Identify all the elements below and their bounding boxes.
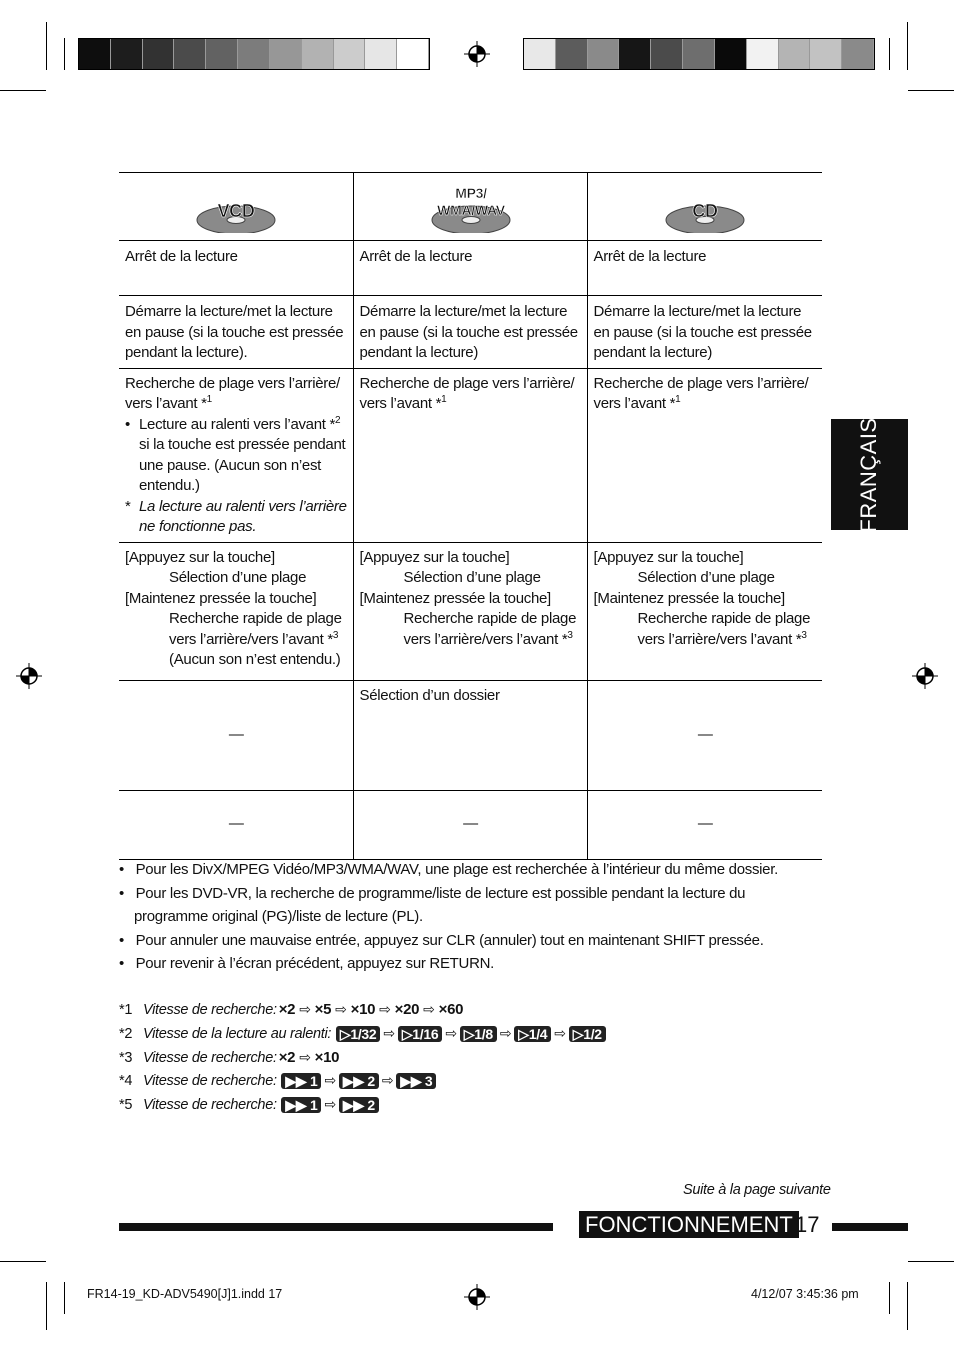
color-swatch [238,39,270,69]
note-item: • Pour annuler une mauvaise entrée, appuyez sur CLR (annuler) tout en maintenant SHIFT pressée. [119,931,764,949]
registration-mark-icon [16,663,42,689]
fast-speed-chip: ▶▶ 1 [281,1073,321,1089]
footnote-4 [119,1072,437,1089]
table-row [119,241,822,296]
bullet-item [125,415,348,497]
cell-text: [Appuyez sur la touche] [125,548,275,566]
cell-text: Démarre la lecture/met la lecture [125,303,333,320]
cell-text: [Appuyez sur la touche] [359,548,510,566]
color-swatch [143,39,175,69]
footnote-1: *1 Vitesse de recherche: ×2 ⇨ ×5 ⇨ ×10 ⇨ ×20 ⇨ ×60 [119,1001,464,1018]
vcd-label: VCD [217,201,255,221]
section-title: FONCTIONNEMENT [579,1211,799,1238]
color-swatch [397,39,429,69]
color-swatch [365,39,397,69]
footnote-mark: *3 [119,1049,133,1066]
arrow-right-icon: ⇨ [383,1025,395,1041]
speed-value: 5 [323,1001,332,1018]
asterisk-icon: * [125,497,131,515]
cell-text: en pause (si la touche est pressée [593,323,812,341]
crop-mark [0,1261,46,1262]
arrow-right-icon: ⇨ [554,1025,566,1041]
table-row [119,368,822,542]
color-swatch [588,39,620,69]
cell-text: Recherche de plage vers l’arrière/ [359,374,575,392]
cell-text: Sélection d’une plage [403,569,541,586]
speed-value: 60 [447,1001,464,1018]
bullet-icon: • [125,415,130,433]
cell-text: Sélection d’une plage [637,569,775,586]
cell-text: pendant la lecture). [125,344,248,361]
color-swatch [270,39,302,69]
speed-value: 2 [287,1049,296,1066]
footnote-mark: *5 [119,1096,133,1113]
cell-text: vers l’arrière/vers l’avant * [637,630,802,648]
arrow-right-icon: ⇨ [324,1072,336,1088]
fast-speed-chip: ▶▶ 2 [339,1073,379,1089]
vcd-header-cell [119,173,353,241]
crop-mark [889,1282,890,1314]
color-swatch [651,39,683,69]
footnote-mark: *4 [119,1072,133,1089]
cell-text: en pause (si la touche est pressée [125,323,344,341]
table-cell [587,241,822,296]
footnote-ref: 3 [332,629,339,641]
table-cell [119,368,353,542]
notes-list [119,858,819,976]
color-swatch [79,39,111,69]
cell-text: Arrêt de la lecture [125,248,238,265]
registration-mark-icon [464,41,490,67]
crop-mark [907,1282,908,1330]
note-item [125,497,348,538]
color-swatch [779,39,811,69]
cell-text: Lecture au ralenti vers l’avant * [139,415,336,433]
function-table [119,172,822,860]
color-swatch [715,39,747,69]
speed-value: 1/8 [474,1025,493,1042]
cell-text: vers l’avant * [125,395,207,412]
slow-speed-chip: ▷1/8 [460,1026,497,1042]
cell-text: Recherche rapide de plage [169,610,342,627]
crop-mark [46,22,47,70]
table-cell [587,296,822,369]
speed-value: 2 [367,1096,375,1113]
fast-speed-chip: ▶▶ 2 [339,1097,379,1113]
footnote-ref: 1 [441,394,447,405]
color-swatch [810,39,842,69]
cell-text: [Maintenez pressée la touche] [593,589,785,607]
slow-speed-chip: ▷1/4 [514,1026,551,1042]
cell-text: pendant la lecture) [593,344,713,361]
color-calibration-bar-right [523,38,875,70]
file-slug: FR14-19_KD-ADV5490[J]1.indd 17 [87,1287,283,1301]
table-cell [353,542,587,680]
arrow-right-icon: ⇨ [299,1001,311,1017]
table-row [119,296,822,369]
table-cell: — [353,790,587,859]
footnote-5 [119,1096,380,1113]
footnote-ref: 1 [675,394,681,405]
crop-mark [46,1282,47,1330]
cell-text: Recherche de plage vers l’arrière/ [593,374,809,392]
footnote-3: *3 Vitesse de recherche: ×2 ⇨ ×10 [119,1049,340,1066]
table-cell [353,368,587,542]
arrow-right-icon: ⇨ [335,1001,347,1017]
color-swatch [524,39,556,69]
footnote-ref: 1 [206,394,212,405]
speed-value: 1/32 [350,1025,377,1042]
cell-text: Recherche rapide de plage [403,610,577,627]
footer-rule [119,1223,553,1231]
arrow-right-icon: ⇨ [445,1025,457,1041]
cell-text: [Appuyez sur la touche] [593,548,744,566]
speed-value: 1 [309,1096,318,1113]
color-swatch [174,39,206,69]
cd-header-cell [587,173,822,241]
table-cell: — [587,680,822,790]
cell-text: Sélection d’une plage [169,569,307,586]
cell-text: Arrêt de la lecture [359,248,473,265]
color-swatch [842,39,874,69]
table-row [119,542,822,680]
table-row [119,790,822,859]
cell-text: Recherche rapide de plage [637,610,811,627]
crop-mark [907,22,908,70]
table-cell: Sélection d’un dossier [353,680,587,790]
note-text: Pour les DivX/MPEG Vidéo/MP3/WMA/WAV, une plage est recherchée à l’intérieur du même dossier. [135,861,778,878]
arrow-right-icon: ⇨ [324,1096,336,1112]
cell-text: Démarre la lecture/met la lecture [593,303,802,320]
footnote-label: Vitesse de recherche: [143,1049,277,1066]
language-tab [831,417,908,533]
speed-value: 1/4 [528,1025,548,1042]
speed-value: 3 [424,1072,433,1089]
table-row [119,680,822,790]
cell-text: [Maintenez pressée la touche] [359,589,551,607]
cell-text: [Maintenez pressée la touche] [125,589,317,607]
table-cell [119,241,353,296]
footnote-2 [119,1025,607,1042]
footnote-label: Vitesse de recherche: [143,1001,277,1018]
note-text: Pour les DVD-VR, la recherche de programme/liste de lecture est possible pendant la lecture du programme original (PG)/liste de lecture (PL). [134,884,746,925]
table-cell: — [587,790,822,859]
table-cell [119,542,353,680]
table-cell [587,542,822,680]
footnote-ref: 3 [801,629,807,641]
fast-speed-chip: ▶▶ 3 [396,1073,436,1089]
footnote-mark: *1 [119,1001,133,1018]
mp3-label-2: WMA/WAV [436,202,505,218]
crop-mark [64,38,65,70]
note-text: Pour revenir à l’écran précédent, appuyez sur RETURN. [135,955,494,972]
color-swatch [334,39,366,69]
speed-value: 10 [323,1049,340,1066]
cd-label: CD [692,201,718,221]
mp3-label-1: MP3/ [454,185,487,201]
arrow-right-icon: ⇨ [299,1049,311,1065]
cd-disc-icon [663,177,747,233]
vcd-disc-icon [194,177,278,233]
registration-mark-icon [912,663,938,689]
crop-mark [0,90,46,91]
continued-text: Suite à la page suivante [683,1182,831,1198]
cell-text: en pause (si la touche est pressée [359,323,578,341]
mp3-header-cell [353,173,587,241]
arrow-right-icon: ⇨ [423,1001,435,1017]
color-swatch [747,39,779,69]
table-header-row [119,173,822,241]
color-swatch [206,39,238,69]
table-cell: — [119,680,353,790]
speed-value: 20 [403,1001,420,1018]
fast-speed-chip: ▶▶ 1 [281,1097,321,1113]
registration-mark-icon [464,1284,490,1310]
speed-value: 2 [367,1072,375,1089]
color-swatch [302,39,334,69]
color-swatch [111,39,143,69]
table-cell: — [119,790,353,859]
color-calibration-bar-left [78,38,430,70]
footnote-label: Vitesse de recherche: [143,1072,277,1089]
page-number: 17 [795,1212,820,1237]
crop-mark [889,38,890,70]
cell-text: vers l’arrière/vers l’avant * [169,630,333,648]
note-item: • Pour les DVD-VR, la recherche de programme/liste de lecture est possible pendant la lecture du programme original (PG)/liste de lecture (PL). [119,884,746,925]
speed-value: 10 [359,1001,376,1018]
note-item: • Pour revenir à l’écran précédent, appuyez sur RETURN. [119,955,494,972]
slow-speed-chip: ▷1/32 [336,1026,381,1042]
cell-text: vers l’arrière/vers l’avant * [403,630,568,648]
speed-value: 1/16 [412,1025,439,1042]
slow-speed-chip: ▷1/2 [569,1026,606,1042]
cell-text: vers l’avant * [359,395,442,412]
table-cell [353,296,587,369]
cell-text: Démarre la lecture/met la lecture [359,303,568,320]
cell-text: Recherche de plage vers l’arrière/ [125,374,340,392]
cell-text: (Aucun son n’est entendu.) [169,651,341,668]
footnote-label: Vitesse de recherche: [143,1096,277,1113]
cell-note: La lecture au ralenti vers l’arrière ne fonctionne pas. [139,497,347,535]
footnote-ref: 3 [567,629,573,641]
speed-value: 2 [287,1001,296,1018]
language-tab-label: FRANÇAIS [856,417,881,533]
cell-text: Arrêt de la lecture [593,248,707,265]
note-text: Pour annuler une mauvaise entrée, appuyez sur CLR (annuler) tout en maintenant SHIFT pressée. [135,931,764,949]
cell-text: pendant la lecture) [359,344,479,361]
crop-mark [64,1282,65,1314]
speed-value: 1/2 [583,1025,602,1042]
crop-mark [908,90,954,91]
speed-value: 1 [309,1072,318,1089]
arrow-right-icon: ⇨ [499,1025,512,1041]
arrow-right-icon: ⇨ [379,1001,391,1017]
arrow-right-icon: ⇨ [381,1072,394,1088]
color-swatch [556,39,588,69]
footnote-label: Vitesse de la lecture au ralenti: [143,1025,332,1042]
crop-mark [908,1261,954,1262]
footnote-mark: *2 [119,1025,133,1042]
cell-text: vers l’avant * [593,395,676,412]
table-cell [587,368,822,542]
cell-text: si la touche est pressée pendant une pause. (Aucun son n’est entendu.) [139,436,346,494]
slow-speed-chip: ▷1/16 [398,1026,443,1042]
footer-rule [832,1223,908,1231]
date-slug: 4/12/07 3:45:36 pm [751,1287,859,1301]
color-swatch [619,39,651,69]
mp3-disc-icon [429,177,513,233]
footnote-ref: 2 [335,414,341,426]
note-item: • Pour les DivX/MPEG Vidéo/MP3/WMA/WAV, une plage est recherchée à l’intérieur du même dossier. [119,861,778,878]
table-cell [119,296,353,369]
color-swatch [683,39,715,69]
table-cell [353,241,587,296]
